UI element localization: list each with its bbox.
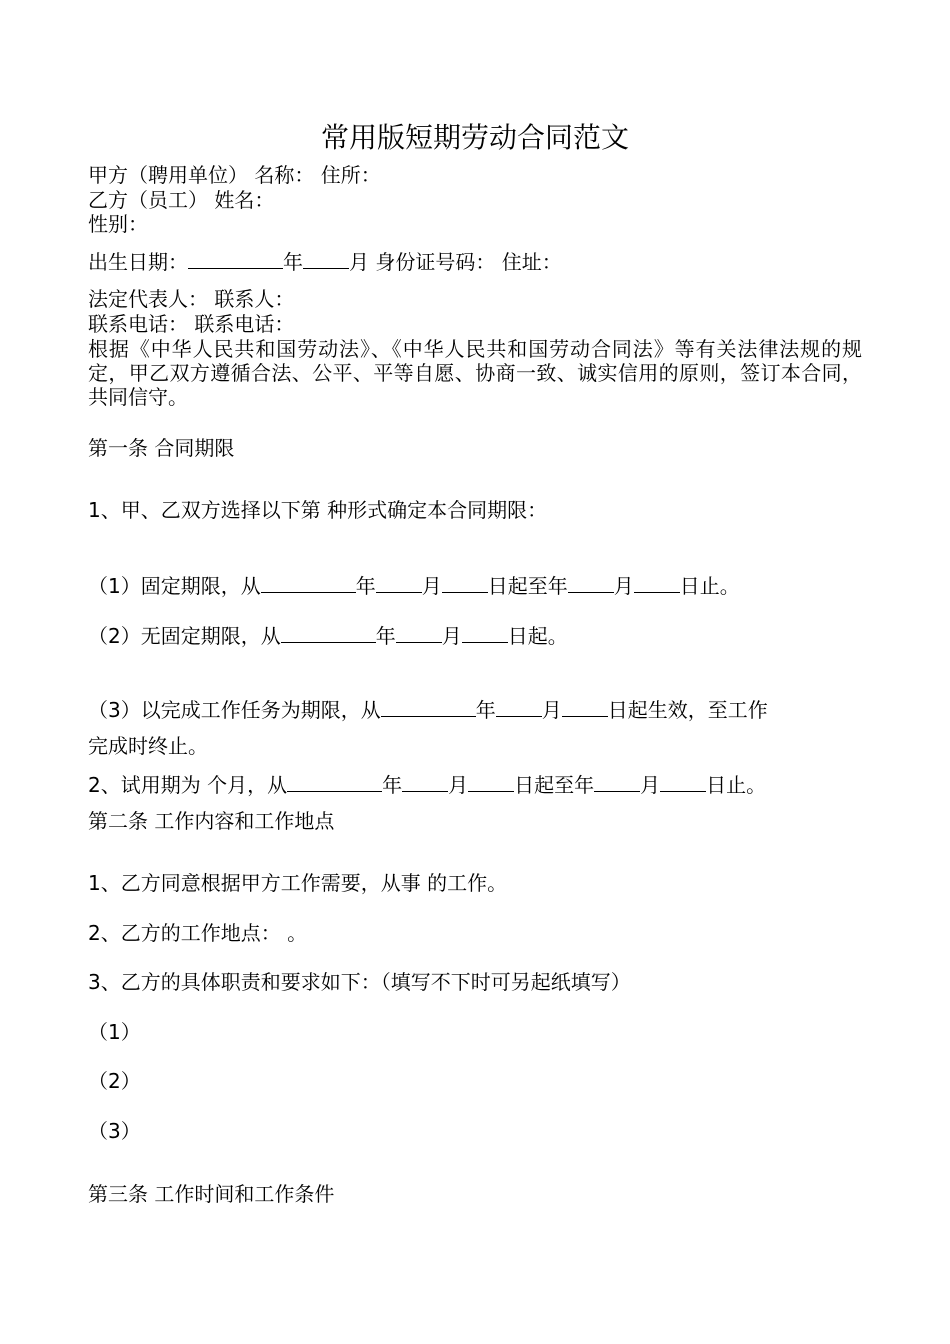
article-1-item-2 [88,771,868,797]
blank-field [261,572,356,593]
blank-field [402,771,448,792]
birth-rest: 身份证号码： 住址： [369,250,562,274]
option-text: 月 [448,773,469,797]
option-text: 年 [355,574,376,598]
option-text: 月 [613,574,634,598]
blank-field [660,771,706,792]
article-2-item-2: 2、乙方的工作地点： 。 [88,921,308,945]
option-text: 日起。 [507,624,568,648]
blank-field [594,771,640,792]
birth-label: 出生日期： [88,250,188,274]
option-text: 日起生效，至工作 [607,698,768,722]
legal-rep-line: 法定代表人： 联系人： [88,287,295,311]
option-text: 日起至年 [487,574,568,598]
blank-field [562,696,608,717]
option-text: 年 [382,773,403,797]
birth-month-label: 月 [349,250,369,274]
option-text: 月 [441,624,462,648]
blank-field [396,622,442,643]
option-text: 日止。 [679,574,740,598]
option-text: （1）固定期限，从 [88,574,261,598]
article-1-option-2 [88,622,868,648]
birth-line [88,248,868,274]
article-3-heading: 第三条 工作时间和工作条件 [88,1182,335,1206]
party-b-line: 乙方（员工） 姓名： [88,188,275,212]
birth-year-label: 年 [283,250,303,274]
article-1-item-1: 1、甲、乙双方选择以下第 种形式确定本合同期限： [88,498,548,522]
blank-field [376,572,422,593]
option-text: 年 [375,624,396,648]
article-1-heading: 第一条 合同期限 [88,436,235,460]
article-2-sub-1: （1） [88,1020,141,1044]
article-2-sub-3: （3） [88,1119,141,1143]
blank-field [442,572,488,593]
phone-line: 联系电话： 联系电话： [88,312,295,336]
blank-field [381,696,476,717]
option-text: 月 [421,574,442,598]
blank-field [468,771,514,792]
option-text: （3）以完成工作任务为期限，从 [88,698,381,722]
option-text: 日止。 [706,773,767,797]
article-2-heading: 第二条 工作内容和工作地点 [88,809,335,833]
option-text: 年 [475,698,496,722]
option-text: 2、试用期为 个月，从 [88,773,288,797]
option-text: 月 [541,698,562,722]
article-2-item-3: 3、乙方的具体职责和要求如下：（填写不下时可另起纸填写） [88,970,631,994]
blank-field [281,622,376,643]
document-title: 常用版短期劳动合同范文 [320,121,629,154]
preamble-paragraph: 根据《中华人民共和国劳动法》、《中华人民共和国劳动合同法》等有关法律法规的规定，甲乙双方遵循合法、公平、平等自愿、协商一致、诚实信用的原则，签订本合同，共同信守。 [88,337,862,409]
article-1-option-1 [88,572,868,598]
option-text: 日起至年 [514,773,595,797]
blank-field [496,696,542,717]
party-a-line: 甲方（聘用单位） 名称： 住所： [88,163,381,187]
gender-line: 性别： [88,212,148,236]
article-2-item-1: 1、乙方同意根据甲方工作需要，从事 的工作。 [88,871,508,895]
option-text: 月 [640,773,661,797]
article-1-option-3-continued: 完成时终止。 [88,734,208,758]
article-2-sub-2: （2） [88,1069,141,1093]
blank-field [462,622,508,643]
blank-field [634,572,680,593]
blank-field [188,248,283,269]
blank-field [287,771,382,792]
option-text: （2）无固定期限，从 [88,624,281,648]
blank-field [303,248,349,269]
blank-field [568,572,614,593]
article-1-option-3 [88,696,868,722]
